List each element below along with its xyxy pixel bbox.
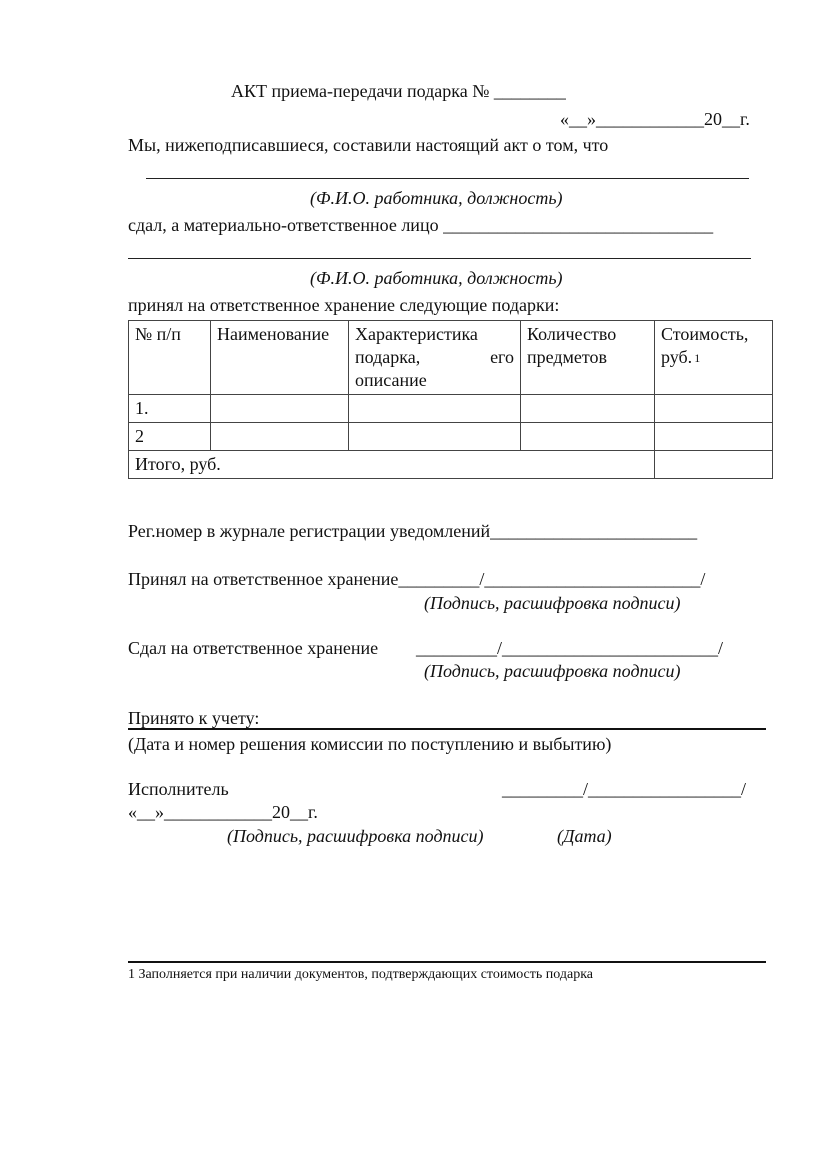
- executor-date-line: «__»____________20__г.: [128, 802, 318, 822]
- gifts-table: [128, 320, 773, 479]
- header-cost-label: Стоимость, руб.: [661, 324, 749, 367]
- row-cell: 2: [129, 423, 211, 451]
- accepted-intro-text: принял на ответственное хранение следующие подарки:: [128, 295, 560, 315]
- footnote-mark: 1: [694, 351, 701, 365]
- accepted-signature-hint: (Подпись, расшифровка подписи): [424, 593, 681, 613]
- executor-date-hint: (Дата): [557, 826, 612, 846]
- intro-text: Мы, нижеподписавшиеся, составили настоящий акт о том, что: [128, 135, 609, 155]
- header-cell-number: № п/п: [129, 321, 211, 395]
- row-cell: [655, 423, 773, 451]
- footnote-separator: [128, 961, 766, 963]
- accounting-label: Принято к учету:: [128, 708, 260, 728]
- fio-hint-2: (Ф.И.О. работника, должность): [310, 268, 563, 288]
- executor-sign-line: _________/_________________/: [502, 779, 747, 799]
- row-cell: [521, 423, 655, 451]
- handed-text: сдал, а материально-ответственное лицо ______________________________: [128, 215, 714, 235]
- row-cell: [349, 395, 521, 423]
- document-date-line: «__»____________20__г.: [560, 109, 750, 129]
- handed-signature-label: Сдал на ответственное хранение: [128, 638, 379, 658]
- executor-sign-hint: (Подпись, расшифровка подписи): [227, 826, 484, 846]
- employee-name-line: [146, 178, 749, 179]
- document-title: АКТ приема-передачи подарка № ________: [231, 81, 566, 101]
- total-value: [655, 451, 773, 479]
- row-cell: [211, 423, 349, 451]
- accepted-signature-label: Принял на ответственное хранение_________/________________________/: [128, 569, 706, 589]
- handed-signature-hint: (Подпись, расшифровка подписи): [424, 661, 681, 681]
- registration-number-label: Рег.номер в журнале регистрации уведомлений_______________________: [128, 521, 698, 541]
- row-cell: [211, 395, 349, 423]
- handed-signature-line: _________/________________________/: [416, 638, 724, 658]
- header-cell-quantity: Количество предметов: [521, 321, 655, 395]
- table-row: [129, 423, 773, 451]
- row-cell: [349, 423, 521, 451]
- responsible-person-line: [128, 258, 751, 259]
- total-label: Итого, руб.: [129, 451, 655, 479]
- fio-hint-1: (Ф.И.О. работника, должность): [310, 188, 563, 208]
- row-cell: [521, 395, 655, 423]
- table-header-row: [129, 321, 773, 395]
- table-total-row: [129, 451, 773, 479]
- row-cell: 1.: [129, 395, 211, 423]
- header-cell-name: Наименование: [211, 321, 349, 395]
- footnote-text: 1 Заполняется при наличии документов, подтверждающих стоимость подарка: [128, 967, 594, 982]
- executor-label: Исполнитель: [128, 779, 229, 799]
- header-cell-description: Характеристика подарка, его описание: [349, 321, 521, 395]
- accounting-hint: (Дата и номер решения комиссии по поступлению и выбытию): [128, 734, 612, 754]
- row-cell: [655, 395, 773, 423]
- accounting-line: [128, 728, 766, 730]
- header-cell-cost: [655, 321, 773, 395]
- table-row: [129, 395, 773, 423]
